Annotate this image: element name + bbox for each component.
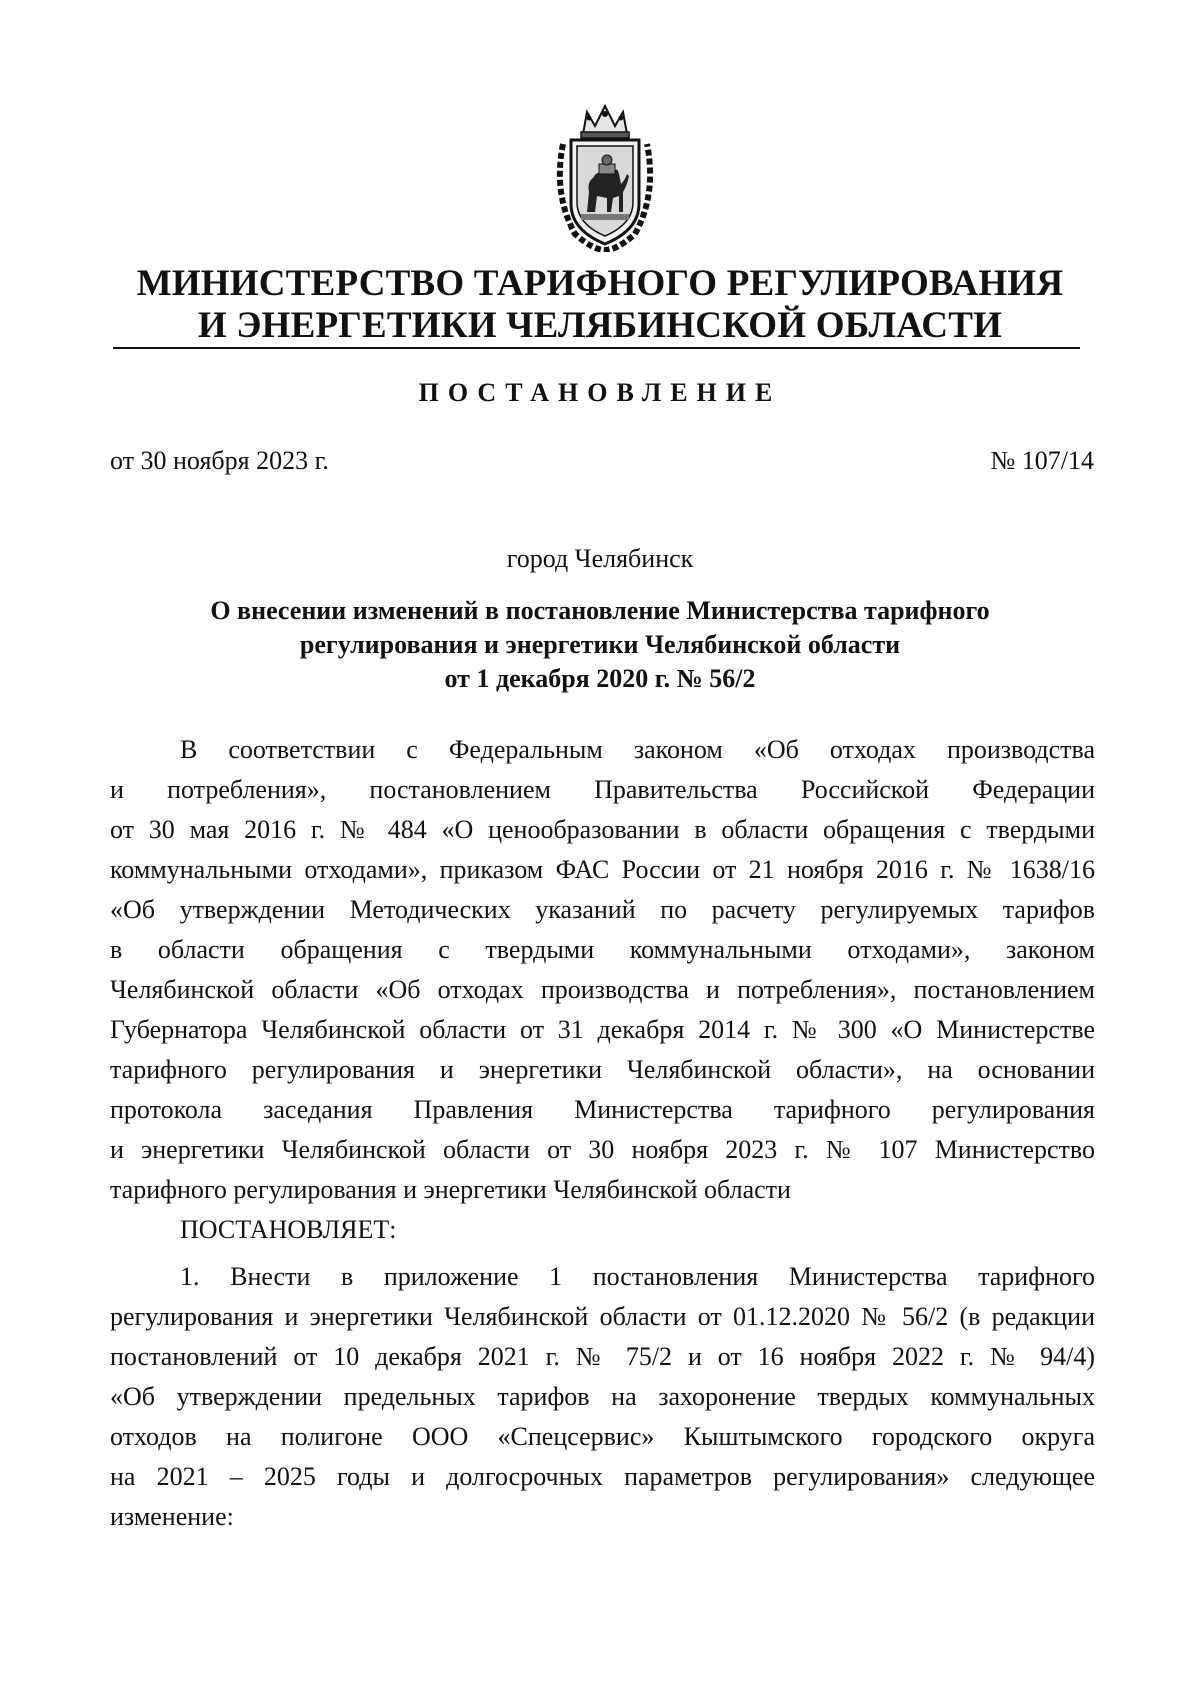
- body-line: протокола заседания Правления Министерства тарифного регулирования: [110, 1095, 1095, 1124]
- document-number: № 107/14: [990, 446, 1094, 475]
- document-type: ПОСТАНОВЛЕНИЕ: [418, 378, 782, 407]
- body-line: на 2021 – 2025 годы и долгосрочных параметров регулирования» следующее: [110, 1462, 1095, 1491]
- body-line: регулирования и энергетики Челябинской области от 01.12.2020 № 56/2 (в редакции: [110, 1302, 1095, 1331]
- body-line: отходов на полигоне ООО «Спецсервис» Кыштымского городского округа: [110, 1422, 1095, 1451]
- body-line: и энергетики Челябинской области от 30 ноября 2023 г. № 107 Министерство: [110, 1135, 1095, 1164]
- body-line: тарифного регулирования и энергетики Челябинской области: [110, 1175, 791, 1204]
- document-city: город Челябинск: [506, 544, 694, 573]
- body-line: В соответствии с Федеральным законом «Об отходах производства: [180, 735, 1095, 764]
- ministry-name-line1: МИНИСТЕРСТВО ТАРИФНОГО РЕГУЛИРОВАНИЯ: [136, 263, 1064, 304]
- body-line: Челябинской области «Об отходах производства и потребления», постановлением: [110, 975, 1095, 1004]
- body-line: тарифного регулирования и энергетики Челябинской области», на основании: [110, 1055, 1095, 1084]
- body-line: 1. Внести в приложение 1 постановления Министерства тарифного: [180, 1262, 1095, 1291]
- body-line: Губернатора Челябинской области от 31 декабря 2014 г. № 300 «О Министерстве: [110, 1015, 1095, 1044]
- resolves-word: ПОСТАНОВЛЯЕТ:: [180, 1215, 397, 1244]
- body-line: от 30 мая 2016 г. № 484 «О ценообразовании в области обращения с твердыми: [110, 815, 1095, 844]
- body-line: постановлений от 10 декабря 2021 г. № 75/2 и от 16 ноября 2022 г. № 94/4): [110, 1342, 1095, 1371]
- body-line: изменение:: [110, 1502, 234, 1531]
- body-line: в области обращения с твердыми коммунальными отходами», законом: [110, 935, 1095, 964]
- document-heading-line2: регулирования и энергетики Челябинской области: [299, 630, 901, 659]
- body-line: «Об утверждении Методических указаний по расчету регулируемых тарифов: [110, 895, 1095, 924]
- ministry-name-line2: И ЭНЕРГЕТИКИ ЧЕЛЯБИНСКОЙ ОБЛАСТИ: [197, 305, 1003, 346]
- body-line: «Об утверждении предельных тарифов на захоронение твердых коммунальных: [110, 1382, 1095, 1411]
- header-divider: [113, 347, 1080, 349]
- document-heading-line3: от 1 декабря 2020 г. № 56/2: [444, 664, 756, 693]
- document-heading-line1: О внесении изменений в постановление Министерства тарифного: [210, 596, 990, 625]
- coat-of-arms-emblem: [553, 104, 657, 252]
- body-line: коммунальными отходами», приказом ФАС России от 21 ноября 2016 г. № 1638/16: [110, 855, 1095, 884]
- document-date: от 30 ноября 2023 г.: [110, 446, 329, 475]
- body-line: и потребления», постановлением Правительства Российской Федерации: [110, 775, 1095, 804]
